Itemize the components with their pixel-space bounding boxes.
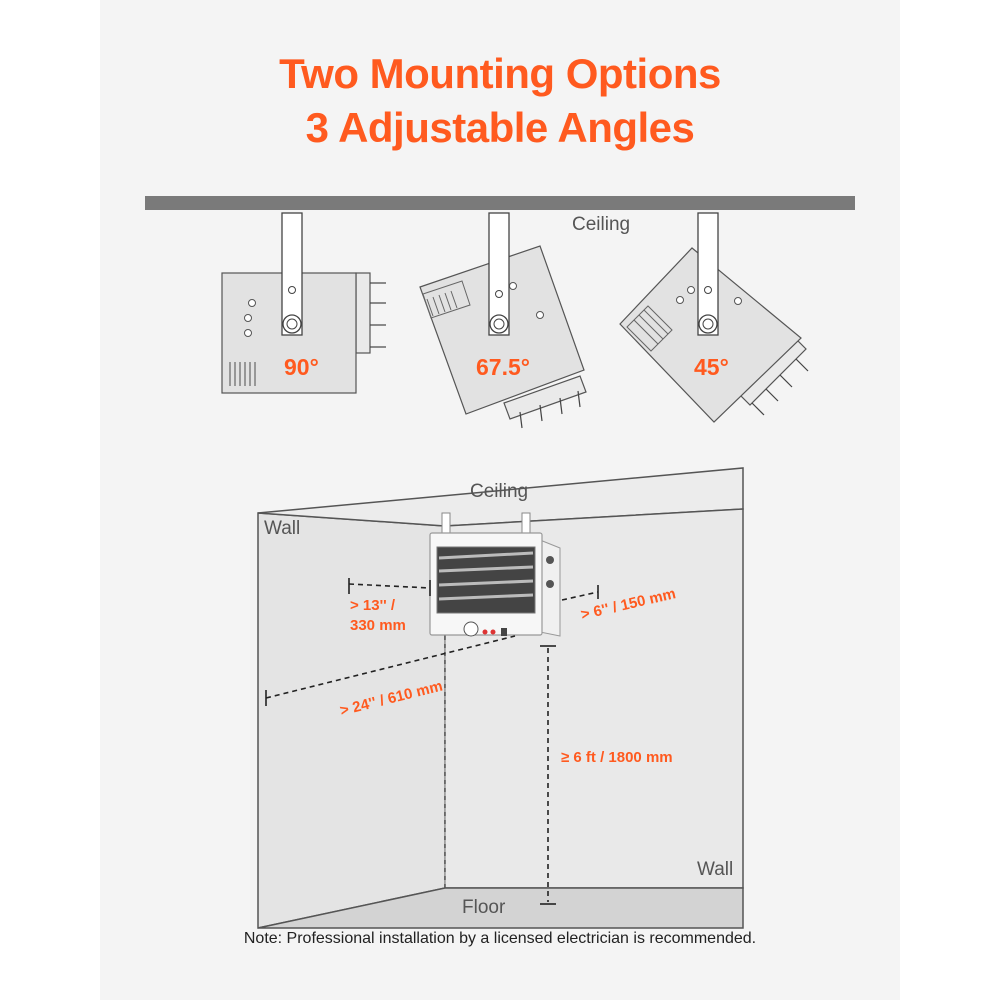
installation-note: Note: Professional installation by a licensed electrician is recommended. — [243, 930, 757, 947]
title-line-1: Two Mounting Options — [279, 50, 721, 97]
side-clearance-line-2: 330 mm — [350, 617, 406, 634]
angle-label-67-5: 67.5° — [476, 354, 530, 380]
left-wall — [258, 513, 445, 928]
wall-label-left: Wall — [264, 518, 301, 539]
wall-label-right: Wall — [697, 859, 734, 880]
angle-label-45: 45° — [694, 354, 729, 380]
title-line-2: 3 Adjustable Angles — [305, 104, 695, 151]
floor-label: Floor — [462, 897, 506, 918]
angle-label-90: 90° — [284, 354, 319, 380]
front-clearance-label: > 24'' / 610 mm — [338, 677, 445, 720]
side-clearance-line-1: > 13'' / — [350, 597, 396, 614]
ceiling-label-room: Ceiling — [470, 481, 529, 502]
right-clearance-label: > 6'' / 150 mm — [579, 585, 678, 624]
height-clearance-label: ≥ 6 ft / 1800 mm — [561, 749, 673, 766]
ceiling-label-top: Ceiling — [572, 214, 631, 235]
